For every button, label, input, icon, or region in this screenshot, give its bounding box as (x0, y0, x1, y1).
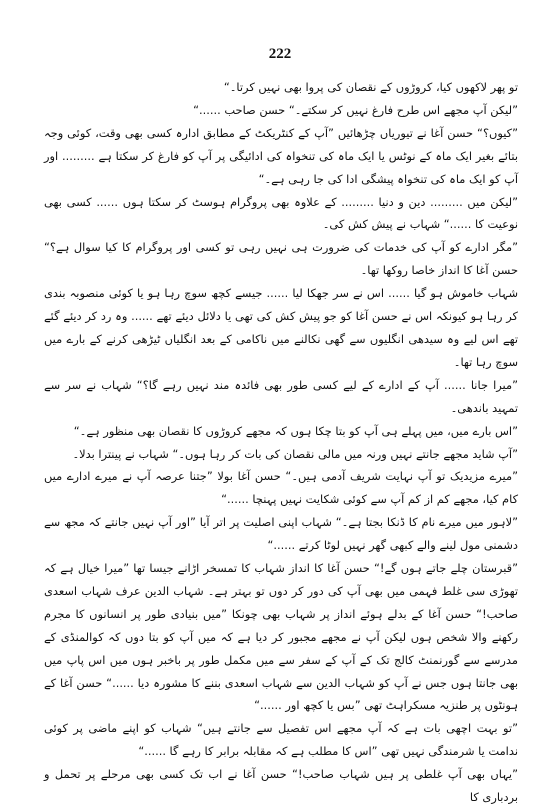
paragraph: ”لیکن آپ مجھے اس طرح فارغ نہیں کر سکتے۔“ حسن صاحب ......“ (193, 102, 518, 117)
paragraph: ”لیکن میں ......... دین و دنیا ......... کے علاوہ بھی پروگرام ہوسٹ کر سکتا ہوں ...... کسی بھی نوعیت کا ......“ شہاب نے پیش کش کی۔ (44, 194, 518, 232)
paragraph: ”قبرستان چلے جاتے ہوں گے!“ حسن آغا کا انداز شہاب کا تمسخر اڑانے جیسا تھا ”میرا خیال ہے کہ تھوڑی سی غلط فہمی میں بھی آپ کی دور کر دوں تو بہتر ہے۔ شہاب الدین عرف شہاب اسعدی صاحب!“ حسن آغا کے بدلے ہوئے انداز پر شہاب بھی چونکا ”میں بنیادی طور پر انسانوں کا مجرم رکھنے والا شخص ہوں لیکن آپ نے مجھے مجبور کر دیا ہے کہ میں آپ کو بتا دوں کہ کوالمنڈی کے مدرسے سے گورنمنٹ کالج تک کے آپ کے سفر سے میں مکمل طور پر باخبر ہوں میں اس پاپ میں بھی جانتا ہوں جس نے آپ کو شہاب الدین سے شہاب اسعدی بننے کا مشورہ دیا ......“ حسن آغا کے ہونٹوں پر طنزیہ مسکراہٹ تھی ”بس یا کچھ اور ......“ (44, 561, 518, 713)
paragraph: ”یہاں بھی آپ غلطی پر ہیں شہاب صاحب!“ حسن آغا نے اب تک کسی بھی مرحلے پر تحمل و بردباری کا (44, 767, 518, 805)
paragraph: شہاب خاموش ہو گیا ...... اس نے سر جھکا لیا ...... جیسے کچھ سوچ رہا ہو یا کوئی منصوبہ بندی کر رہا ہو کیونکہ اس نے حسن آغا کو جو پیش کش کی تھی یا دلائل دیئے تھے ...... وہ رد کر دیئے گئے تھے اس لیے وہ سیدھی انگلیوں سے گھی نکالنے میں ناکامی کے بعد انگلیاں ٹیڑھی کرنے کے بارے میں سوچ رہا تھا۔ (44, 286, 518, 369)
paragraph: ”اس بارے میں، میں پہلے ہی آپ کو بتا چکا ہوں کہ مجھے کروڑوں کا نقصان بھی منظور ہے۔“ (73, 423, 518, 438)
paragraph: تو پھر لاکھوں کیا، کروڑوں کے نقصان کی پروا بھی نہیں کرتا۔“ (223, 80, 518, 94)
paragraph: ”آپ شاید مجھے جانتے نہیں ورنہ میں مالی نقصان کی بات کر رہا ہوں۔“ شہاب نے پینترا بدلا۔ (72, 446, 518, 461)
paragraph: ”تو بہت اچھی بات ہے کہ آپ مجھے اس تفصیل سے جانتے ہیں“ شہاب کو اپنے ماضی پر کوئی ندامت یا شرمندگی نہیں تھی ”اس کا مطلب ہے کہ مقابلہ برابر کا رہے گا ......“ (44, 721, 518, 759)
paragraph: ”میرے مزیدیک تو آپ نہایت شریف آدمی ہیں۔“ حسن آغا بولا ”جتنا عرصہ آپ نے میرے ادارے میں کام کیا، مجھے کم از کم آپ سے کوئی شکایت نہیں پہنچا ......“ (44, 469, 518, 507)
paragraph: ”میرا جانا ...... آپ کے ادارے کے لیے کسی طور بھی فائدہ مند نہیں رہے گا؟“ شہاب نے سر سے تمہید باندھی۔ (44, 377, 518, 415)
paragraph: ”مگر ادارے کو آپ کی خدمات کی ضرورت ہی نہیں رہی تو کسی اور پروگرام کا کیا سوال ہے؟“ حسن آغا کا انداز خاصا روکھا تھا۔ (44, 240, 518, 278)
page-number: 222 (268, 46, 292, 62)
body-text (44, 76, 518, 809)
paragraph: ”کیوں؟“ حسن آغا نے تیوریاں چڑھائیں ”آپ کے کنٹریکٹ کے مطابق ادارہ کسی بھی وقت، کوئی وجہ بتائے بغیر ایک ماہ کے نوٹس یا ایک ماہ کی تنخواہ کی ادائیگی پر آپ کو فارغ کر سکتا ہے ......... اور آپ کو ایک ماہ کی تنخواہ پیشگی ادا کی جا رہی ہے۔“ (44, 125, 518, 186)
paragraph: ”لاہور میں میرے نام کا ڈنکا بجتا ہے۔“ شہاب اپنی اصلیت پر اتر آیا ”اور آپ نہیں جانتے کہ مجھ سے دشمنی مول لینے والے کبھی گھر نہیں لوٹا کرتے ......“ (44, 515, 518, 553)
